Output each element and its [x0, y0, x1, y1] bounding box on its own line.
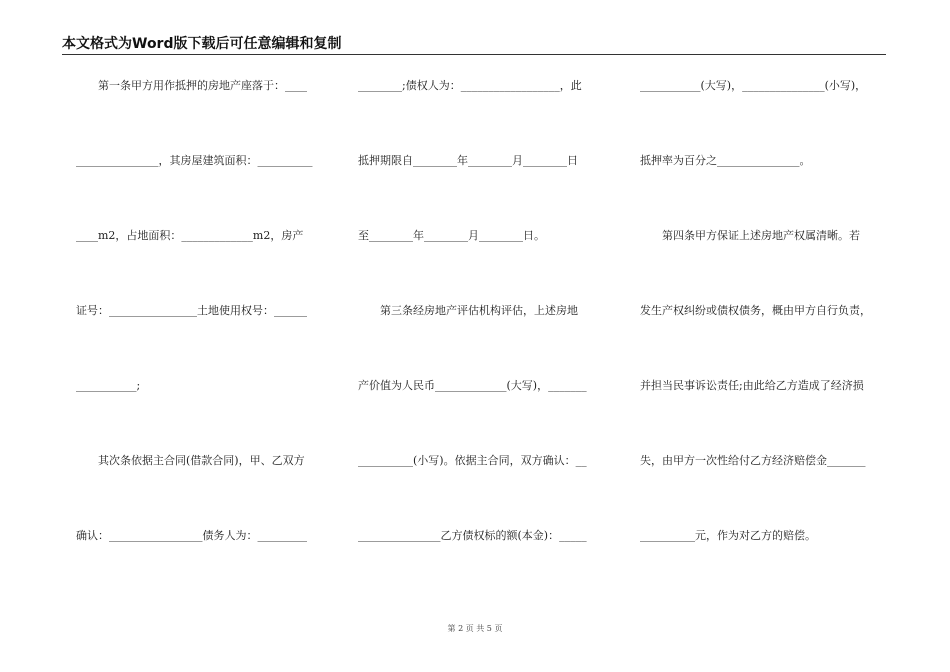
paragraph-line: 至________年________月________日。 [358, 229, 545, 242]
text-column-3 [640, 0, 892, 672]
text-column-2 [358, 0, 610, 672]
paragraph-line: 确认：_________________债务人为：_________ [76, 529, 307, 542]
paragraph-line: __________元，作为对乙方的赔偿。 [640, 529, 816, 542]
page-number: 第 2 页 共 5 页 [447, 624, 503, 633]
paragraph-line: 发生产权纠纷或债权债务，概由甲方自行负责， [640, 304, 871, 317]
paragraph-line: 抵押率为百分之_______________。 [640, 154, 811, 167]
paragraph-line: _______________乙方债权标的额(本金)：_____ [358, 529, 587, 542]
paragraph-line: 抵押期限自________年________月________日 [358, 154, 578, 167]
paragraph-line: 证号：________________土地使用权号：______ [76, 304, 307, 317]
paragraph-line: ___________; [76, 379, 141, 392]
paragraph-line: 第四条甲方保证上述房地产权属清晰。若 [640, 229, 860, 242]
paragraph-line: __________(小写)。依据主合同，双方确认：__ [358, 454, 587, 467]
paragraph-line: 其次条依据主合同(借款合同)，甲、乙双方 [76, 454, 305, 467]
paragraph-line: ________;债权人为：__________________，此 [358, 79, 582, 92]
header-title: 本文格式为Word版下载后可任意编辑和复制 [62, 36, 342, 52]
paragraph-line: 第三条经房地产评估机构评估，上述房地 [358, 304, 578, 317]
paragraph-line: 失，由甲方一次性给付乙方经济赔偿金_______ [640, 454, 866, 467]
paragraph-line: ___________(大写)，_______________(小写)， [640, 79, 867, 92]
paragraph-line: ____m2，占地面积：_____________m2，房产 [76, 229, 304, 242]
paragraph-line: 产价值为人民币_____________(大写)，_______ [358, 379, 587, 392]
paragraph-line: _______________，其房屋建筑面积：__________ [76, 154, 313, 167]
paragraph-line: 并担当民事诉讼责任;由此给乙方造成了经济损 [640, 379, 864, 392]
text-column-1 [76, 0, 326, 672]
paragraph-line: 第一条甲方用作抵押的房地产座落于：____ [76, 79, 307, 92]
